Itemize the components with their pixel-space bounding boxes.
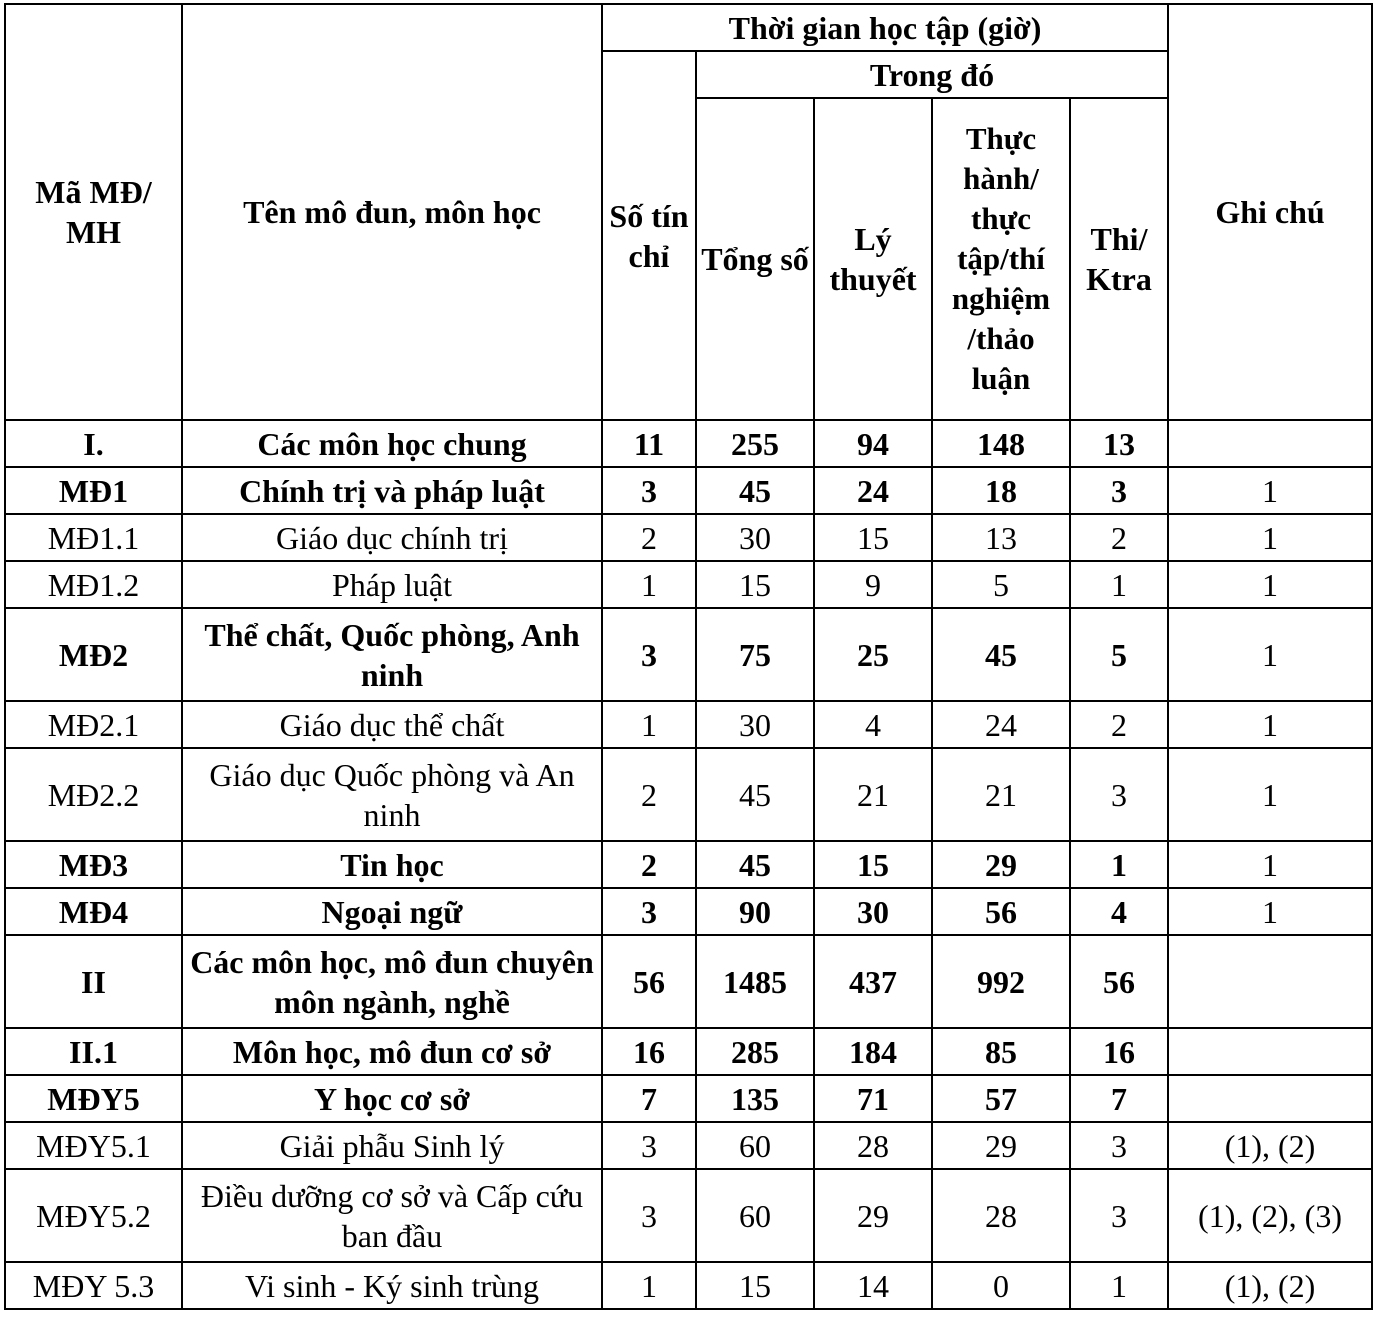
cell-exam: 3 — [1070, 1169, 1168, 1262]
cell-credits: 2 — [602, 841, 696, 888]
cell-exam: 1 — [1070, 841, 1168, 888]
cell-code: MĐY5.2 — [5, 1169, 182, 1262]
cell-name: Vi sinh - Ký sinh trùng — [182, 1262, 602, 1309]
cell-note: 1 — [1168, 888, 1372, 935]
cell-credits: 3 — [602, 888, 696, 935]
cell-note: 1 — [1168, 561, 1372, 608]
cell-exam: 3 — [1070, 748, 1168, 841]
cell-practice: 21 — [932, 748, 1070, 841]
table-row — [5, 561, 1372, 608]
table-row — [5, 1169, 1372, 1262]
cell-total: 30 — [696, 701, 814, 748]
cell-name: Các môn học chung — [182, 420, 602, 467]
cell-total: 75 — [696, 608, 814, 701]
cell-code: MĐ2.2 — [5, 748, 182, 841]
cell-note: (1), (2) — [1168, 1122, 1372, 1169]
cell-note: 1 — [1168, 514, 1372, 561]
cell-practice: 28 — [932, 1169, 1070, 1262]
cell-credits: 11 — [602, 420, 696, 467]
cell-practice: 5 — [932, 561, 1070, 608]
cell-credits: 1 — [602, 561, 696, 608]
cell-practice: 13 — [932, 514, 1070, 561]
table-row — [5, 420, 1372, 467]
cell-note: 1 — [1168, 467, 1372, 514]
cell-credits: 56 — [602, 935, 696, 1028]
table-row — [5, 701, 1372, 748]
cell-note: (1), (2), (3) — [1168, 1169, 1372, 1262]
cell-exam: 7 — [1070, 1075, 1168, 1122]
table-row — [5, 748, 1372, 841]
cell-practice: 18 — [932, 467, 1070, 514]
cell-practice: 992 — [932, 935, 1070, 1028]
cell-name: Giáo dục Quốc phòng và An ninh — [182, 748, 602, 841]
cell-code: MĐY5.1 — [5, 1122, 182, 1169]
cell-exam: 1 — [1070, 561, 1168, 608]
cell-total: 45 — [696, 748, 814, 841]
table-row — [5, 888, 1372, 935]
cell-theory: 14 — [814, 1262, 932, 1309]
header-practice: Thực hành/ thực tập/thí nghiệm /thảo luận — [932, 98, 1070, 420]
cell-name: Chính trị và pháp luật — [182, 467, 602, 514]
cell-name: Giải phẫu Sinh lý — [182, 1122, 602, 1169]
table-row — [5, 467, 1372, 514]
cell-total: 285 — [696, 1028, 814, 1075]
cell-theory: 71 — [814, 1075, 932, 1122]
header-time-group: Thời gian học tập (giờ) — [602, 4, 1168, 51]
header-total: Tổng số — [696, 98, 814, 420]
header-theory: Lý thuyết — [814, 98, 932, 420]
cell-code: MĐ3 — [5, 841, 182, 888]
cell-theory: 21 — [814, 748, 932, 841]
header-of-which: Trong đó — [696, 51, 1168, 98]
cell-code: II.1 — [5, 1028, 182, 1075]
cell-code: MĐY5 — [5, 1075, 182, 1122]
table-row — [5, 1262, 1372, 1309]
table-row — [5, 1075, 1372, 1122]
table-row — [5, 841, 1372, 888]
cell-exam: 56 — [1070, 935, 1168, 1028]
cell-code: MĐ1.1 — [5, 514, 182, 561]
cell-note: 1 — [1168, 701, 1372, 748]
cell-theory: 15 — [814, 841, 932, 888]
cell-total: 45 — [696, 841, 814, 888]
cell-theory: 94 — [814, 420, 932, 467]
cell-credits: 2 — [602, 514, 696, 561]
cell-credits: 2 — [602, 748, 696, 841]
cell-theory: 24 — [814, 467, 932, 514]
cell-total: 1485 — [696, 935, 814, 1028]
cell-credits: 3 — [602, 1169, 696, 1262]
cell-total: 30 — [696, 514, 814, 561]
cell-theory: 30 — [814, 888, 932, 935]
cell-name: Pháp luật — [182, 561, 602, 608]
table-row — [5, 935, 1372, 1028]
header-code: Mã MĐ/ MH — [5, 4, 182, 420]
cell-note — [1168, 1028, 1372, 1075]
header-exam: Thi/ Ktra — [1070, 98, 1168, 420]
cell-credits: 16 — [602, 1028, 696, 1075]
cell-exam: 3 — [1070, 467, 1168, 514]
cell-practice: 85 — [932, 1028, 1070, 1075]
cell-code: MĐ2.1 — [5, 701, 182, 748]
cell-total: 90 — [696, 888, 814, 935]
cell-code: II — [5, 935, 182, 1028]
cell-code: MĐ1.2 — [5, 561, 182, 608]
cell-total: 60 — [696, 1169, 814, 1262]
cell-name: Điều dưỡng cơ sở và Cấp cứu ban đầu — [182, 1169, 602, 1262]
cell-theory: 29 — [814, 1169, 932, 1262]
header-credits: Số tín chỉ — [602, 51, 696, 420]
cell-practice: 148 — [932, 420, 1070, 467]
cell-credits: 1 — [602, 701, 696, 748]
cell-exam: 1 — [1070, 1262, 1168, 1309]
cell-theory: 25 — [814, 608, 932, 701]
cell-practice: 57 — [932, 1075, 1070, 1122]
cell-credits: 3 — [602, 608, 696, 701]
cell-name: Y học cơ sở — [182, 1075, 602, 1122]
cell-note: 1 — [1168, 608, 1372, 701]
cell-theory: 184 — [814, 1028, 932, 1075]
cell-code: MĐY 5.3 — [5, 1262, 182, 1309]
cell-theory: 28 — [814, 1122, 932, 1169]
cell-name: Giáo dục thể chất — [182, 701, 602, 748]
table-row — [5, 1028, 1372, 1075]
cell-code: MĐ2 — [5, 608, 182, 701]
cell-name: Tin học — [182, 841, 602, 888]
cell-total: 15 — [696, 1262, 814, 1309]
cell-name: Các môn học, mô đun chuyên môn ngành, nghề — [182, 935, 602, 1028]
cell-total: 255 — [696, 420, 814, 467]
cell-exam: 16 — [1070, 1028, 1168, 1075]
cell-note: 1 — [1168, 841, 1372, 888]
cell-practice: 29 — [932, 841, 1070, 888]
cell-total: 60 — [696, 1122, 814, 1169]
cell-exam: 2 — [1070, 514, 1168, 561]
cell-credits: 1 — [602, 1262, 696, 1309]
cell-total: 15 — [696, 561, 814, 608]
cell-total: 45 — [696, 467, 814, 514]
cell-total: 135 — [696, 1075, 814, 1122]
cell-credits: 7 — [602, 1075, 696, 1122]
table-row — [5, 608, 1372, 701]
cell-practice: 24 — [932, 701, 1070, 748]
table-row — [5, 1122, 1372, 1169]
cell-code: MĐ4 — [5, 888, 182, 935]
cell-code: MĐ1 — [5, 467, 182, 514]
cell-credits: 3 — [602, 1122, 696, 1169]
cell-theory: 437 — [814, 935, 932, 1028]
cell-exam: 4 — [1070, 888, 1168, 935]
cell-exam: 2 — [1070, 701, 1168, 748]
header-name: Tên mô đun, môn học — [182, 4, 602, 420]
cell-theory: 15 — [814, 514, 932, 561]
cell-exam: 5 — [1070, 608, 1168, 701]
cell-note: (1), (2) — [1168, 1262, 1372, 1309]
cell-practice: 56 — [932, 888, 1070, 935]
cell-note — [1168, 420, 1372, 467]
curriculum-table — [4, 3, 1373, 1310]
table-row — [5, 514, 1372, 561]
cell-practice: 29 — [932, 1122, 1070, 1169]
header-note: Ghi chú — [1168, 4, 1372, 420]
cell-credits: 3 — [602, 467, 696, 514]
cell-code: I. — [5, 420, 182, 467]
cell-note — [1168, 1075, 1372, 1122]
cell-practice: 45 — [932, 608, 1070, 701]
cell-note — [1168, 935, 1372, 1028]
cell-theory: 9 — [814, 561, 932, 608]
cell-theory: 4 — [814, 701, 932, 748]
cell-name: Thể chất, Quốc phòng, Anh ninh — [182, 608, 602, 701]
cell-exam: 3 — [1070, 1122, 1168, 1169]
cell-name: Giáo dục chính trị — [182, 514, 602, 561]
cell-practice: 0 — [932, 1262, 1070, 1309]
cell-name: Môn học, mô đun cơ sở — [182, 1028, 602, 1075]
cell-name: Ngoại ngữ — [182, 888, 602, 935]
cell-note: 1 — [1168, 748, 1372, 841]
cell-exam: 13 — [1070, 420, 1168, 467]
